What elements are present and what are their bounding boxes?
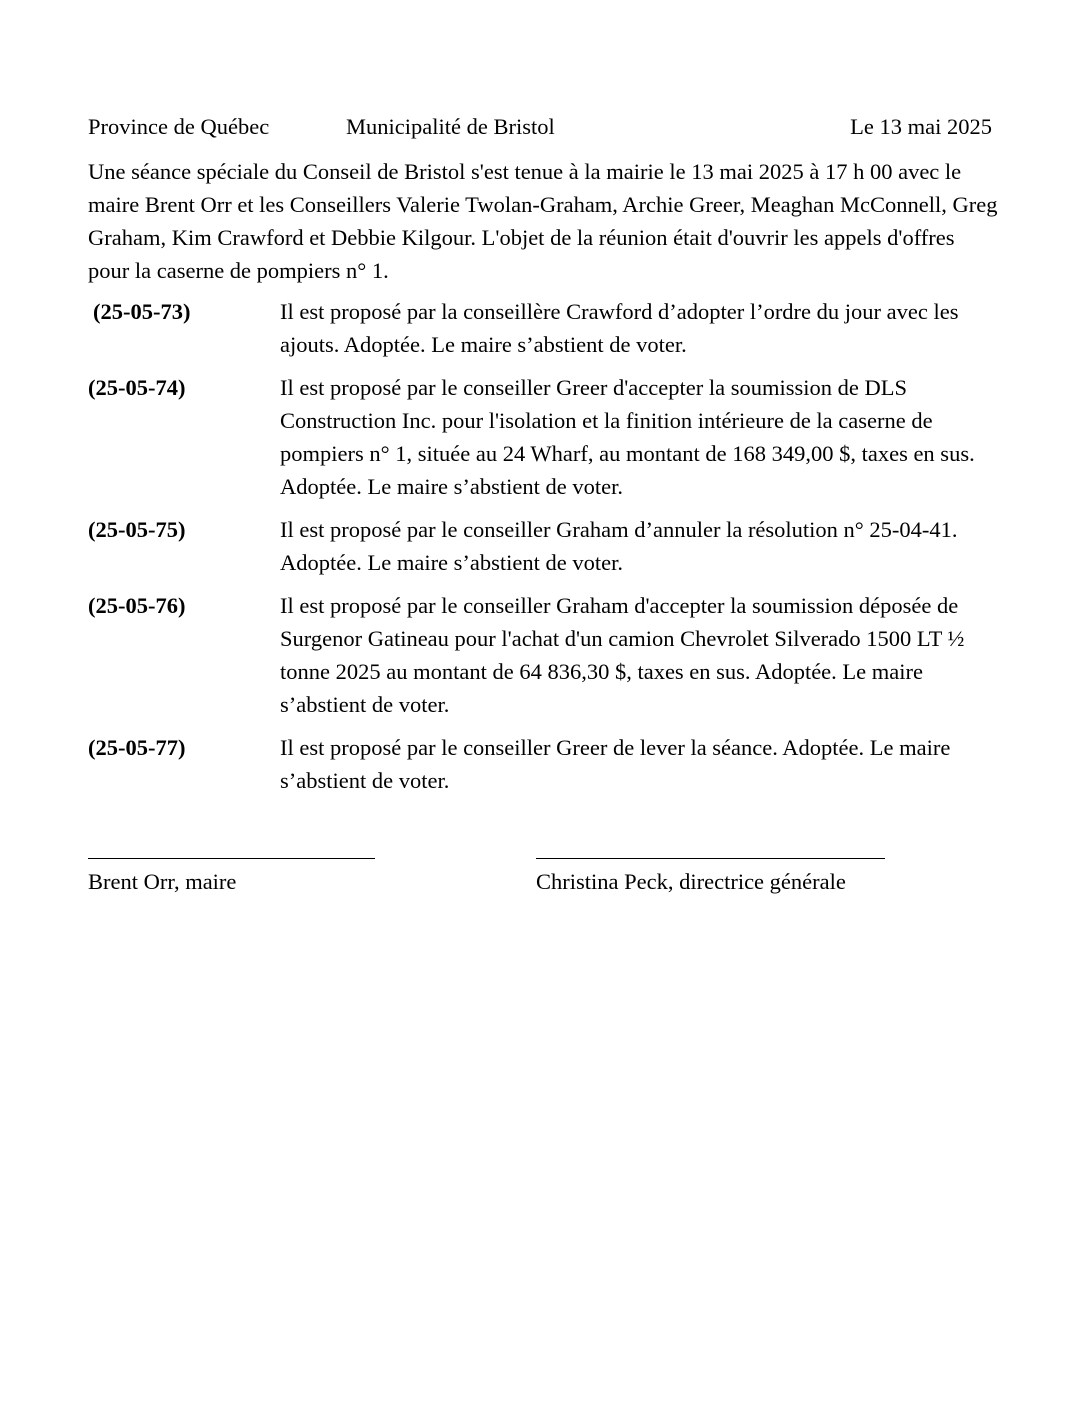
resolution-number: (25-05-76) (88, 593, 186, 618)
meeting-date: Le 13 mai 2025 (850, 114, 992, 139)
resolution-text: Il est proposé par le conseiller Graham d’annuler la résolution n° 25-04-41. Adoptée. Le maire s’abstient de voter. (280, 517, 958, 575)
resolution-item (88, 513, 1000, 579)
resolution-number: (25-05-74) (88, 375, 186, 400)
resolution-item (88, 731, 1000, 797)
document-header (88, 110, 1000, 143)
resolution-item (88, 295, 1000, 361)
resolution-number: (25-05-75) (88, 517, 186, 542)
resolution-text: Il est proposé par le conseiller Greer d'accepter la soumission de DLS Construction Inc. pour l'isolation et la finition intérieure de la caserne de pompiers n° 1, située au 24 Wharf, au montant de 168 349,00 $, taxes en sus. Adoptée. Le maire s’abstient de voter. (280, 375, 975, 499)
municipality-label: Municipalité de Bristol (346, 114, 555, 139)
mayor-signature (88, 858, 375, 898)
resolution-number: (25-05-73) (93, 299, 191, 324)
resolution-text: Il est proposé par le conseiller Greer de lever la séance. Adoptée. Le maire s’abstient de voter. (280, 735, 951, 793)
resolution-item (88, 371, 1000, 503)
signature-line (536, 858, 885, 859)
intro-paragraph: Une séance spéciale du Conseil de Bristol s'est tenue à la mairie le 13 mai 2025 à 17 h 00 avec le maire Brent Orr et les Conseillers Valerie Twolan-Graham, Archie Greer, Meaghan McConnell, Greg Graham, Kim Crawford et Debbie Kilgour. L'objet de la réunion était d'ouvrir les appels d'offres pour la caserne de pompiers n° 1. (88, 159, 998, 283)
director-signature (536, 858, 885, 898)
resolution-text: Il est proposé par le conseiller Graham d'accepter la soumission déposée de Surgenor Gatineau pour l'achat d'un camion Chevrolet Silverado 1500 LT ½ tonne 2025 au montant de 64 836,30 $, taxes en sus. Adoptée. Le maire s’abstient de voter. (280, 593, 965, 717)
signature-block (88, 858, 1000, 918)
mayor-name: Brent Orr, maire (88, 869, 237, 894)
minutes-page (88, 110, 1000, 807)
resolution-text: Il est proposé par la conseillère Crawford d’adopter l’ordre du jour avec les ajouts. Adoptée. Le maire s’abstient de voter. (280, 299, 959, 357)
director-name: Christina Peck, directrice générale (536, 869, 846, 894)
resolution-item (88, 589, 1000, 721)
signature-line (88, 858, 375, 859)
resolutions-list (88, 295, 1000, 797)
resolution-number: (25-05-77) (88, 735, 186, 760)
province-label: Province de Québec (88, 114, 270, 139)
